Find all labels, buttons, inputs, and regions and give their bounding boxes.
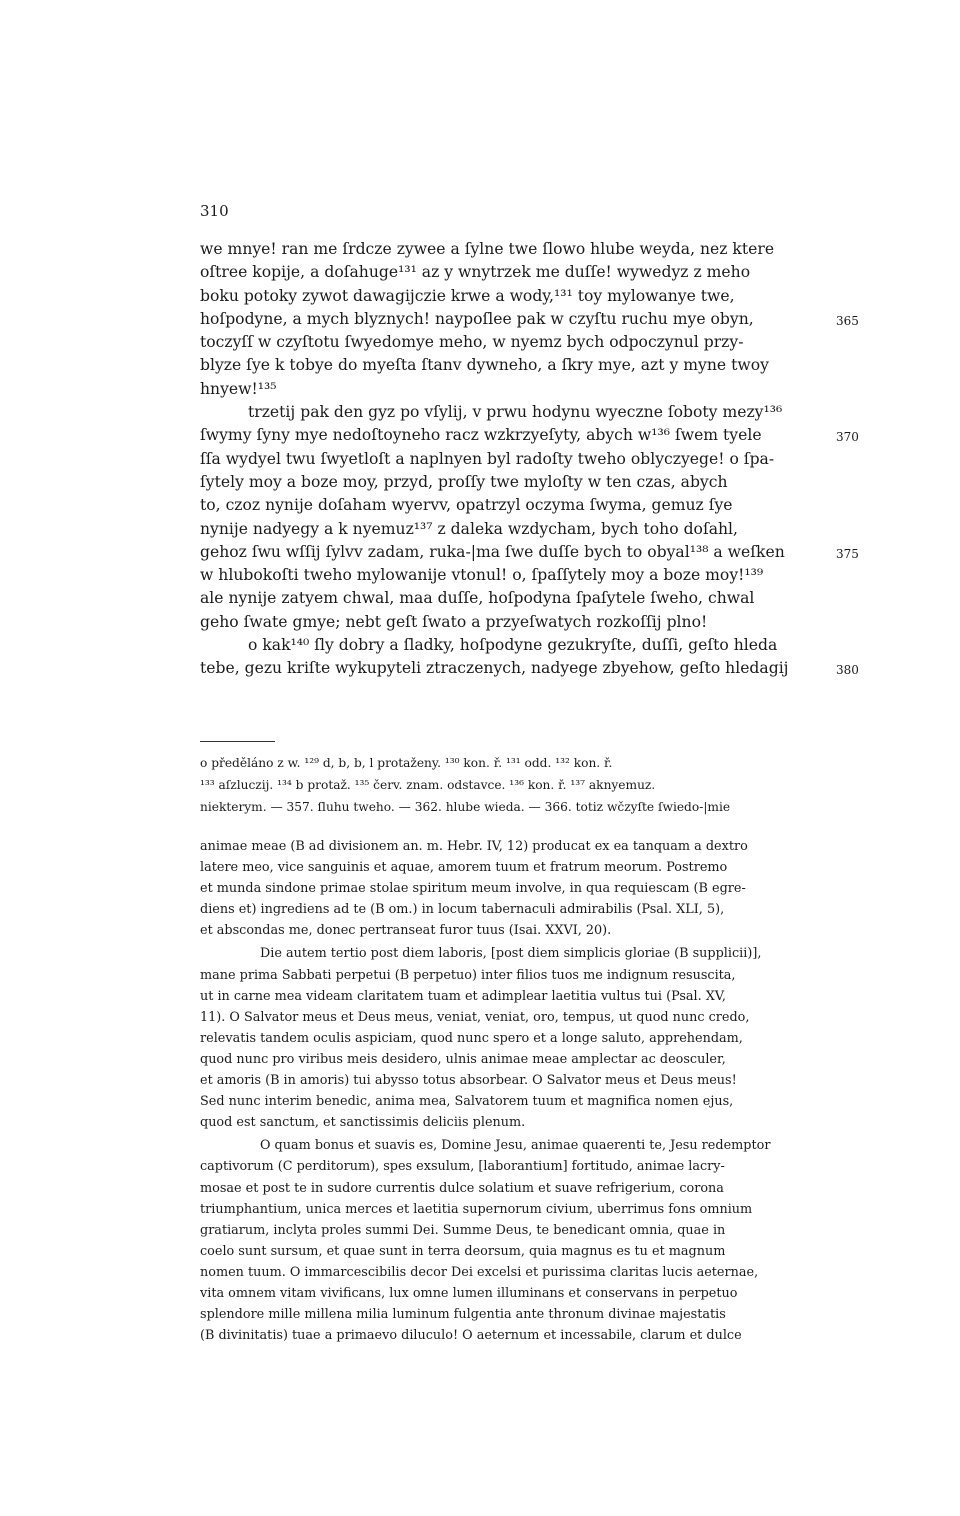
text-line [200,331,820,354]
text-line-content: o kak¹⁴⁰ ſly dobry a ſladky, hoſpodyne gezukryſte, duſſi, geſto hleda [248,636,778,655]
text-line-content: blyze ſye k tobye do myeſta ſtanv dywneho, a ſkry mye, azt y myne twoy [200,356,769,375]
text-line [200,564,820,587]
text-line [200,494,820,517]
text-line-content: ſwymy ſyny mye nedoſtoyneho racz wzkrzyeſyty, abych w¹³⁶ ſwem tyele [200,426,762,445]
apparatus-line: ¹³³ aſzluczij. ¹³⁴ b protaž. ¹³⁵ červ. znam. odstavce. ¹³⁶ kon. ř. ¹³⁷ aknyemuz. [200,778,656,792]
latin-line: ut in carne mea videam claritatem tuam et adimplear laetitia vultus tui (Psal. XV, [200,988,726,1004]
text-line [200,424,859,447]
text-line [200,587,820,610]
critical-apparatus [200,752,820,818]
latin-line: quod nunc pro viribus meis desidero, ulnis animae meae amplectar ac deosculer, [200,1051,726,1067]
text-line [200,471,820,494]
text-line-content: we mnye! ran me ſrdcze zywee a ſylne twe ſlowo hlube weyda, nez ktere [200,240,775,258]
latin-line: (B divinitatis) tuae a primaevo diluculo! O aeternum et incessabile, clarum et dulce [200,1328,742,1344]
text-line [200,518,820,541]
latin-line: splendore mille millena milia luminum fulgentia ante thronum divinae majestatis [200,1307,726,1323]
latin-line: mosae et post te in sudore currentis dulce solatium et suave refrigerium, corona [200,1180,724,1196]
latin-line: diens et) ingrediens ad te (B om.) in locum tabernaculi admirabilis (Psal. XLI, 5), [200,902,725,918]
text-line [200,378,820,401]
text-line [200,261,820,284]
text-line [200,541,859,564]
text-line-content: trzetij pak den gyz po vſylij, v prwu hodynu wyeczne ſoboty mezy¹³⁶ [248,403,783,422]
latin-line: vita omnem vitam vivificans, lux omne lumen illuminans et conservans in perpetuo [200,1285,738,1301]
verse-number: 370 [836,430,859,445]
latin-line: Sed nunc interim benedic, anima mea, Salvatorem tuum et magnifica nomen ejus, [200,1094,734,1110]
latin-line: mane prima Sabbati perpetui (B perpetuo) inter filios tuos me indignum resuscita, [200,967,736,983]
text-line-content: to, czoz nynije doſaham wyervv, opatrzyl oczyma ſwyma, gemuz ſye [200,496,733,515]
page-number: 310 [200,202,229,220]
old-czech-text [200,238,859,681]
latin-line: et munda sindone primae stolae spiritum meum involve, in qua requiescam (B egre- [200,881,746,897]
latin-paragraph [200,943,820,1133]
text-line-content: ſytely moy a boze moy, przyd, proſſy twe myloſty w ten czas, abych [200,472,728,491]
text-line [200,448,820,471]
text-line-content: geho ſwate gmye; nebt geſt ſwato a przyeſwatych rozkoſſij plno! [200,612,708,631]
latin-line: et amoris (B in amoris) tui abysso totus absorbear. O Salvator meus et Deus meus! [200,1073,737,1089]
latin-line: coelo sunt sursum, et quae sunt in terra deorsum, quia magnus es tu et magnum [200,1243,726,1259]
text-line [200,354,820,377]
text-line-content: w hlubokoſti tweho mylowanije vtonul! o, ſpaſſytely moy a boze moy!¹³⁹ [200,566,764,585]
latin-line: triumphantium, unica merces et laetitia supernorum civium, uberrimus fons omnium [200,1201,753,1217]
latin-source-text [200,836,820,1348]
text-line-content: ale nynije zatyem chwal, maa duſſe, hoſpodyna ſpaſytele ſweho, chwal [200,589,755,608]
latin-paragraph [200,1135,820,1346]
text-line-content: oſtree kopije, a doſahuge¹³¹ az y wnytrzek me duſſe! wywedyz z meho [200,263,751,282]
latin-line: animae meae (B ad divisionem an. m. Hebr. IV, 12) producat ex ea tanquam a dextro [200,839,748,854]
latin-line: relevatis tandem oculis aspiciam, quod nunc spero et a longe saluto, apprehendam, [200,1030,743,1046]
latin-line: captivorum (C perditorum), spes exsulum, [laborantium] fortitudo, animae lacry- [200,1159,725,1175]
verse-number: 380 [836,663,859,678]
text-line-content: boku potoky zywot dawagijczie krwe a wody,¹³¹ toy mylowanye twe, [200,286,735,305]
verse-number: 375 [836,546,859,561]
text-line [200,657,859,680]
text-line [200,611,820,634]
latin-line: quod est sanctum, et sanctissimis deliciis plenum. [200,1115,526,1131]
latin-line: gratiarum, inclyta proles summi Dei. Summe Deus, te benedicant omnia, quae in [200,1222,726,1238]
text-line-content: ſſa wydyel twu ſwyetloſt a naplnyen byl radoſty tweho oblyczyege! o ſpa- [200,449,775,468]
text-line-content: toczyſſ w czyſtotu ſwyedomye meho, w nyemz bych odpoczynul przy- [200,333,744,352]
text-line-content: nynije nadyegy a k nyemuz¹³⁷ z daleka wzdycham, bych toho doſahl, [200,519,738,538]
text-line [200,634,820,657]
verse-number: 365 [836,313,859,328]
text-line [200,238,820,261]
latin-line: Die autem tertio post diem laboris, [post diem simplicis gloriae (B supplicii)], [260,946,762,962]
text-line-content: hoſpodyne, a mych blyznych! naypoſlee pak w czyſtu ruchu mye obyn, [200,309,754,328]
apparatus-line: o předěláno z w. ¹²⁹ d, b, b, l protaženy. ¹³⁰ kon. ř. ¹³¹ odd. ¹³² kon. ř. [200,756,613,770]
text-line-content: gehoz ſwu wſſij ſylvv zadam, ruka-|ma ſwe duſſe bych to obyal¹³⁸ a weſken [200,542,785,561]
latin-paragraph [200,836,820,941]
latin-line: O quam bonus et suavis es, Domine Jesu, animae quaerenti te, Jesu redemptor [260,1138,771,1154]
apparatus-line: niekterym. — 357. ſluhu tweho. — 362. hlube wieda. — 366. totiz wčzyſte ſwiedo-|mie [200,800,731,814]
latin-line: 11). O Salvator meus et Deus meus, veniat, veniat, oro, tempus, ut quod nunc credo, [200,1009,750,1025]
text-line [200,308,859,331]
latin-line: et abscondas me, donec pertranseat furor tuus (Isai. XXVI, 20). [200,923,612,939]
latin-line: nomen tuum. O immarcescibilis decor Dei excelsi et purissima claritas lucis aeternae, [200,1264,759,1280]
text-line-content: tebe, gezu kriſte wykupyteli ztraczenych, nadyege zbyehow, geſto hledagij [200,659,789,678]
latin-line: latere meo, vice sanguinis et aquae, amorem tuum et fratrum meorum. Postremo [200,860,728,876]
text-line [200,285,820,308]
footnote-rule [200,741,275,742]
text-line [200,401,820,424]
text-line-content: hnyew!¹³⁵ [200,379,277,398]
